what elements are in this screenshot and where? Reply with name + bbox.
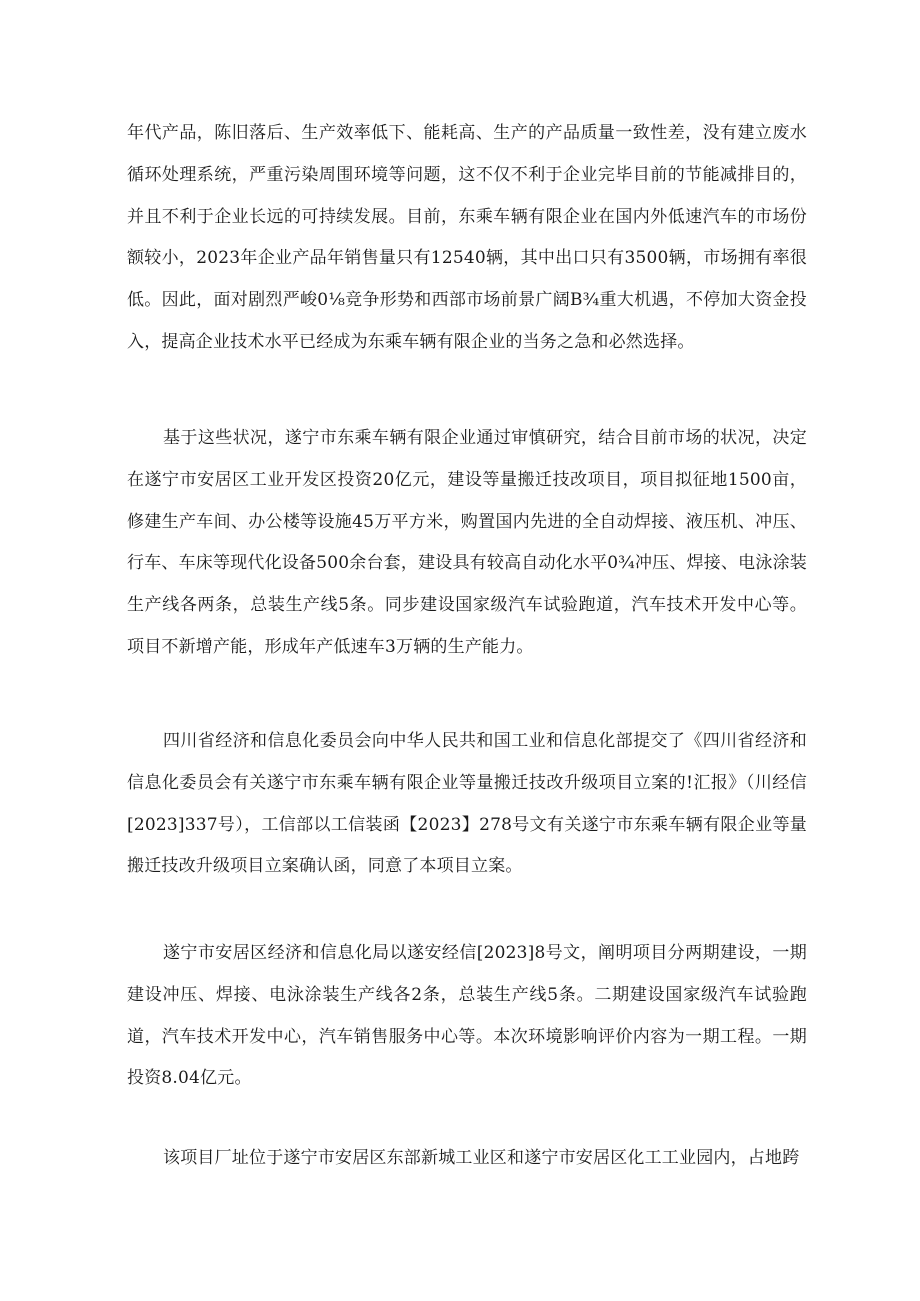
paragraph-1: 年代产品，陈旧落后、生产效率低下、能耗高、生产的产品质量一致性差，没有建立废水循环处理系统，严重污染周围环境等问题，这不仅不利于企业完毕目前的节能减排目的，并且不利于企业长远的可持续发展。目前，东乘车辆有限企业在国内外低速汽车的市场份额较小，2023年企业产品年销售量只有12540辆，其中出口只有3500辆，市场拥有率很低。因此，面对剧烈严峻0⅛竞争形势和西部市场前景广阔B¾重大机遇，不停加大资金投入，提高企业技术水平已经成为东乘车辆有限企业的当务之急和必然选择。	[127, 123, 807, 352]
paragraph-4: 遂宁市安居区经济和信息化局以遂安经信[2023]8号文，阐明项目分两期建设，一期建设冲压、焊接、电泳涂装生产线各2条，总装生产线5条。二期建设国家级汽车试验跑道，汽车技术开发中心，汽车销售服务中心等。本次环境影响评价内容为一期工程。一期投资8.04亿元。	[127, 943, 807, 1089]
paragraph-5: 该项目厂址位于遂宁市安居区东部新城工业区和遂宁市安居区化工工业园内，占地跨	[163, 1148, 800, 1168]
paragraph-2: 基于这些状况，遂宁市东乘车辆有限企业通过审慎研究，结合目前市场的状况，决定在遂宁市安居区工业开发区投资20亿元，建设等量搬迁技改项目，项目拟征地1500亩，修建生产车间、办公楼等设施45万平方米，购置国内先进的全自动焊接、液压机、冲压、行车、车床等现代化设备500余台套，建设具有较高自动化水平0¾冲压、焊接、电泳涂装生产线各两条，总装生产线5条。同步建设国家级汽车试验跑道，汽车技术开发中心等。项目不新增产能，形成年产低速车3万辆的生产能力。	[127, 428, 807, 657]
paragraph-3: 四川省经济和信息化委员会向中华人民共和国工业和信息化部提交了《四川省经济和信息化委员会有关遂宁市东乘车辆有限企业等量搬迁技改升级项目立案的!汇报》（川经信[2023]337号），工信部以工信装函【2023】278号文有关遂宁市东乘车辆有限企业等量搬迁技改升级项目立案确认函，同意了本项目立案。	[127, 731, 807, 877]
